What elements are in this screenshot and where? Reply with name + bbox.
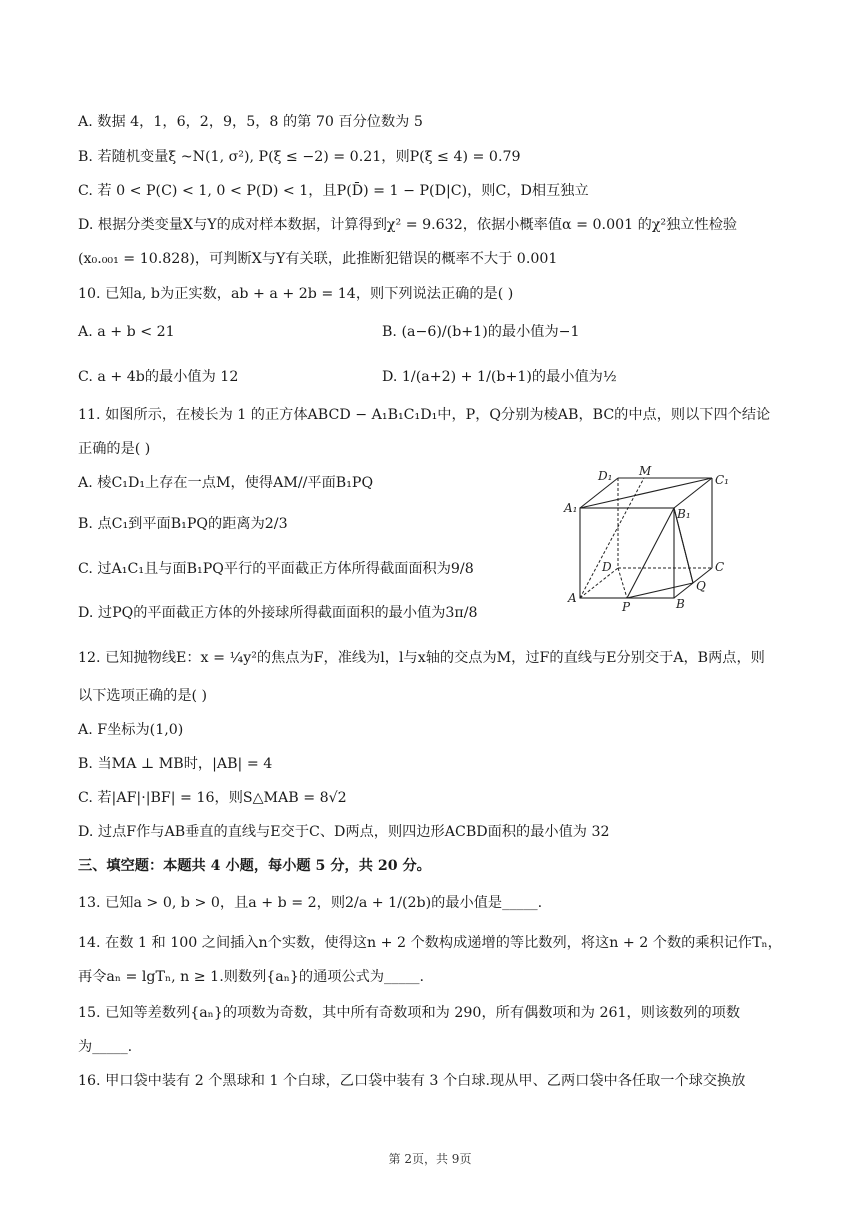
cube-figure: [562, 462, 742, 614]
q9-option-c: C. 若 0 < P(C) < 1, 0 < P(D) < 1，且P(D̄) = 1 − P(D|C)，则C，D相互独立: [78, 183, 589, 199]
label-b1: B₁: [677, 507, 691, 521]
label-a: A: [568, 591, 577, 605]
q12-option-c: C. 若|AF|·|BF| = 16，则S△MAB = 8√2: [78, 790, 347, 806]
q13: 13. 已知a > 0, b > 0，且a + b = 2，则2/a + 1/(2b)的最小值是_____.: [78, 895, 543, 911]
q12-stem-cont: 以下选项正确的是( ): [78, 688, 208, 704]
label-p: P: [622, 600, 631, 614]
q9-option-d-cont: (x₀.₀₀₁ = 10.828)，可判断X与Y有关联，此推断犯错误的概率不大于 0.001: [78, 251, 558, 267]
q15: 15. 已知等差数列{aₙ}的项数为奇数，其中所有奇数项和为 290，所有偶数项和为 261，则该数列的项数: [78, 1005, 741, 1021]
label-d1: D₁: [598, 469, 613, 483]
label-a1: A₁: [564, 501, 578, 515]
q10-option-d: D. 1/(a+2) + 1/(b+1)的最小值为½: [382, 369, 617, 385]
q12-option-a: A. F坐标为(1,0): [78, 722, 184, 738]
q14: 14. 在数 1 和 100 之间插入n个实数，使得这n + 2 个数构成递增的等比数列，将这n + 2 个数的乘积记作Tₙ，: [78, 935, 782, 951]
q9-option-d: D. 根据分类变量X与Y的成对样本数据，计算得到χ² = 9.632，依据小概率值α = 0.001 的χ²独立性检验: [78, 217, 738, 233]
label-d: D: [602, 560, 612, 574]
label-c1: C₁: [715, 473, 729, 487]
label-b: B: [676, 597, 685, 611]
q11-option-a: A. 棱C₁D₁上存在一点M，使得AM//平面B₁PQ: [78, 475, 374, 491]
q11-option-c: C. 过A₁C₁且与面B₁PQ平行的平面截正方体所得截面面积为9/8: [78, 561, 474, 577]
q16: 16. 甲口袋中装有 2 个黑球和 1 个白球，乙口袋中装有 3 个白球.现从甲、乙两口袋中各任取一个球交换放: [78, 1073, 746, 1089]
q10-option-c: C. a + 4b的最小值为 12: [78, 369, 239, 385]
q10-stem: 10. 已知a, b为正实数，ab + a + 2b = 14，则下列说法正确的是( ): [78, 286, 514, 302]
q9-option-a: A. 数据 4，1，6，2，9，5，8 的第 70 百分位数为 5: [78, 114, 423, 130]
q11-option-b: B. 点C₁到平面B₁PQ的距离为2/3: [78, 516, 288, 532]
q15-cont: 为_____.: [78, 1039, 133, 1055]
q12-option-b: B. 当MA ⊥ MB时，|AB| = 4: [78, 756, 273, 772]
q11-stem-cont: 正确的是( ): [78, 441, 151, 457]
q9-option-b: B. 若随机变量ξ ~N(1, σ²), P(ξ ≤ −2) = 0.21，则P(ξ ≤ 4) = 0.79: [78, 149, 521, 165]
label-m: M: [639, 464, 652, 478]
label-c: C: [715, 560, 725, 574]
page-footer: 第 2页，共 9页: [388, 1152, 472, 1166]
label-q: Q: [696, 579, 706, 593]
section-heading: 三、填空题：本题共 4 小题，每小题 5 分，共 20 分。: [78, 858, 431, 874]
q12-option-d: D. 过点F作与AB垂直的直线与E交于C、D两点，则四边形ACBD面积的最小值为 32: [78, 824, 610, 840]
q11-stem: 11. 如图所示，在棱长为 1 的正方体ABCD − A₁B₁C₁D₁中，P，Q分别为棱AB，BC的中点，则以下四个结论: [78, 407, 771, 423]
q11-option-d: D. 过PQ的平面截正方体的外接球所得截面面积的最小值为3π/8: [78, 605, 478, 621]
q10-option-b: B. (a−6)/(b+1)的最小值为−1: [382, 324, 580, 340]
q12-stem: 12. 已知抛物线E：x = ¼y²的焦点为F，准线为l，l与x轴的交点为M，过F的直线与E分别交于A，B两点，则: [78, 650, 765, 666]
q14-cont: 再令aₙ = lgTₙ, n ≥ 1.则数列{aₙ}的通项公式为_____.: [78, 969, 425, 985]
q10-option-a: A. a + b < 21: [78, 324, 175, 340]
